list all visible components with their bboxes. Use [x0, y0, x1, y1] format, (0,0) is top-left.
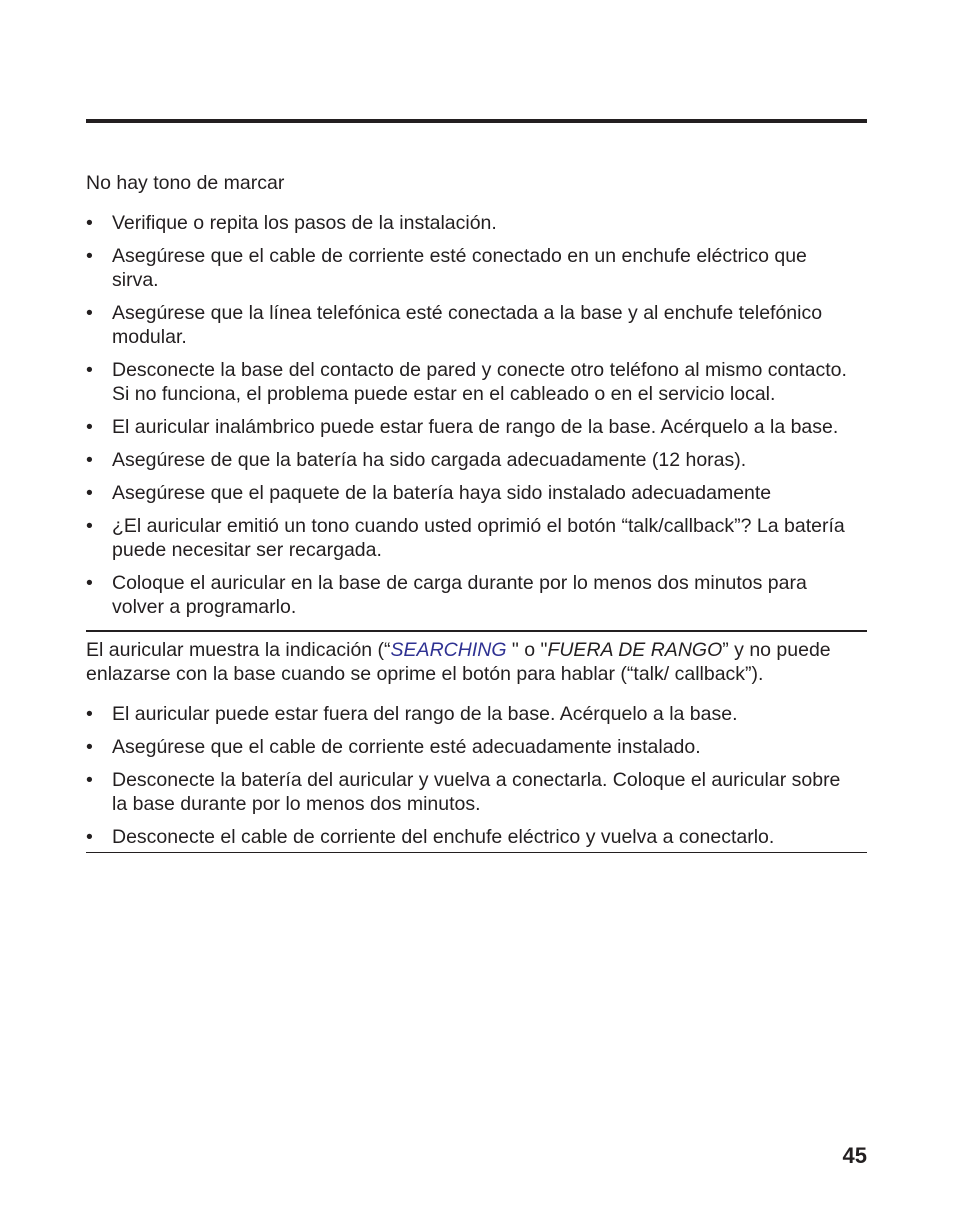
- no-dial-tone-list: [86, 211, 867, 619]
- list-item: • El auricular puede estar fuera del rango de la base. Acérquelo a la base.: [86, 703, 738, 725]
- searching-section: [86, 638, 867, 849]
- bullet-icon: •: [86, 359, 93, 381]
- bottom-divider: [86, 852, 867, 853]
- bullet-icon: •: [86, 736, 93, 758]
- bullet-icon: •: [86, 449, 93, 471]
- bullet-icon: •: [86, 572, 93, 594]
- bullet-icon: •: [86, 703, 93, 725]
- page-number: 45: [842, 1143, 867, 1168]
- no-dial-tone-section: [86, 171, 867, 630]
- list-item: • Asegúrese que el cable de corriente esté conectado en un enchufe eléctrico que sirva.: [86, 245, 807, 291]
- bullet-icon: •: [86, 482, 93, 504]
- list-item: • Asegúrese que el paquete de la batería haya sido instalado adecuadamente: [86, 482, 772, 504]
- top-divider: [86, 119, 867, 123]
- section-heading: No hay tono de marcar: [86, 172, 285, 194]
- bullet-icon: •: [86, 416, 93, 438]
- list-item: • Asegúrese de que la batería ha sido cargada adecuadamente (12 horas).: [86, 449, 747, 471]
- list-item: • Desconecte el cable de corriente del enchufe eléctrico y vuelva a conectarlo.: [86, 826, 775, 848]
- searching-list: [86, 702, 867, 849]
- list-item: • Asegúrese que la línea telefónica esté conectada a la base y al enchufe telefónico modular.: [86, 302, 823, 348]
- bullet-icon: •: [86, 515, 93, 537]
- bullet-icon: •: [86, 212, 93, 234]
- list-item: • ¿El auricular emitió un tono cuando usted oprimió el botón “talk/callback”? La batería puede necesitar ser recargada.: [86, 515, 845, 561]
- list-item: • Desconecte la base del contacto de pared y conecte otro teléfono al mismo contacto. Si no funciona, el problema puede estar en el cableado o en el servicio local.: [86, 359, 847, 405]
- troubleshooting-content: [86, 171, 867, 853]
- fuera-de-rango-label: FUERA DE RANGO: [547, 639, 723, 661]
- bullet-icon: •: [86, 826, 93, 848]
- bullet-icon: •: [86, 245, 93, 267]
- bullet-icon: •: [86, 302, 93, 324]
- list-item: • El auricular inalámbrico puede estar fuera de rango de la base. Acérquelo a la base.: [86, 416, 839, 438]
- searching-label: SEARCHING: [390, 639, 507, 661]
- list-item: • Coloque el auricular en la base de carga durante por lo menos dos minutos para volver a programarlo.: [86, 572, 807, 618]
- list-item: • Desconecte la batería del auricular y vuelva a conectarla. Coloque el auricular sobre la base durante por lo menos dos minutos.: [86, 769, 841, 815]
- section-divider: [86, 630, 867, 632]
- bullet-icon: •: [86, 769, 93, 791]
- list-item: • Asegúrese que el cable de corriente esté adecuadamente instalado.: [86, 736, 701, 758]
- list-item: • Verifique o repita los pasos de la instalación.: [86, 212, 497, 234]
- section-intro: El auricular muestra la indicación (“SEARCHING " o "FUERA DE RANGO” y no puede enlazarse con la base cuando se oprime el botón para hablar (“talk/ callback”).: [86, 639, 831, 685]
